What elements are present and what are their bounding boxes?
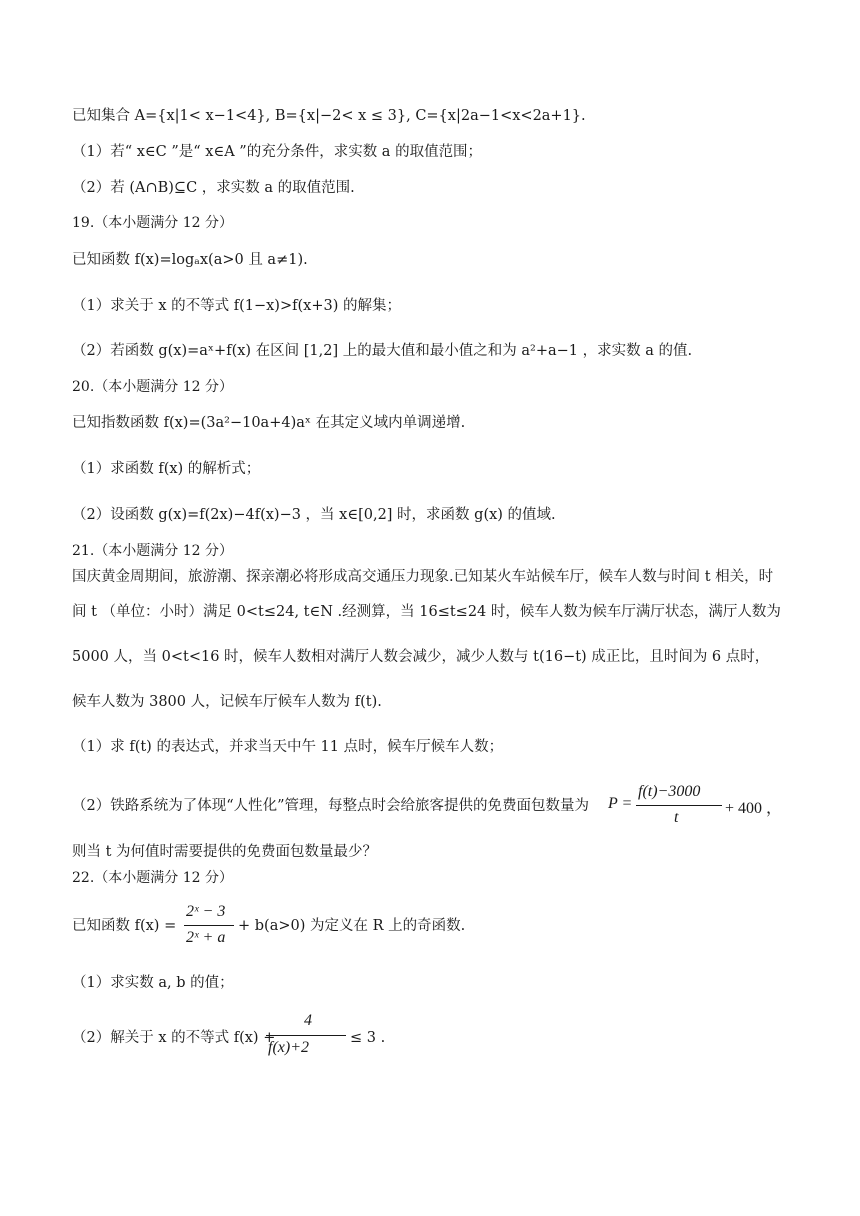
q21-line-3: 5000 人，当 0<t<16 时，候车人数相对满厅人数会减少，减少人数与 t(16−t) 成正比，且时间为 6 点时， [72, 649, 770, 665]
q19-part-1: （1）求关于 x 的不等式 f(1−x)>f(x+3) 的解集； [72, 298, 401, 314]
q21-part-2: （2）铁路系统为了体现“人性化”管理，每整点时会给旅客提供的免费面包数量为 [72, 798, 590, 814]
q21-header: 21.（本小题满分 12 分） [72, 543, 233, 559]
q18-stem: 已知集合 A={x|1< x−1<4}, B={x|−2< x ≤ 3}, C={x|2a−1<x<2a+1}. [72, 108, 586, 124]
q19-header: 19.（本小题满分 12 分） [72, 215, 233, 231]
q22-ineq-numerator: 4 [304, 1012, 312, 1029]
q20-header: 20.（本小题满分 12 分） [72, 379, 233, 395]
q19-stem: 已知函数 f(x)=logₐx(a>0 且 a≠1). [72, 252, 308, 268]
q20-part-1: （1）求函数 f(x) 的解析式； [72, 461, 261, 477]
q22-part-1: （1）求实数 a, b 的值； [72, 975, 234, 991]
formula-numerator: f(t)−3000 [638, 783, 701, 800]
fraction-bar [184, 925, 234, 926]
bread-formula [608, 783, 783, 829]
fraction-bar [636, 805, 722, 806]
q22-ineq-denominator: f(x)+2 [268, 1039, 309, 1056]
q21-line-1: 国庆黄金周期间，旅游潮、探亲潮必将形成高交通压力现象.已知某火车站候车厅，候车人数与时间 t 相关，时 [72, 569, 774, 585]
formula-label: P = [608, 795, 633, 812]
q21-part-2-cont: 则当 t 为何值时需要提供的免费面包数量最少？ [72, 844, 378, 860]
q19-part-2: （2）若函数 g(x)=aˣ+f(x) 在区间 [1,2] 上的最大值和最小值之和为 a²+a−1 ，求实数 a 的值. [72, 343, 693, 359]
q22-fraction [182, 903, 242, 949]
q22-stem-post: + b(a>0) 为定义在 R 上的奇函数. [238, 918, 466, 934]
q22-fraction-numerator: 2ˣ − 3 [186, 903, 226, 920]
q18-part-2: （2）若 (A∩B)⊆C ，求实数 a 的取值范围. [72, 180, 355, 196]
q22-part-2-post: ≤ 3 . [350, 1030, 386, 1046]
q18-part-1: （1）若“ x∈C ”是“ x∈A ”的充分条件，求实数 a 的取值范围； [72, 144, 483, 160]
formula-denominator: t [674, 809, 679, 826]
q22-part-2-pre: （2）解关于 x 的不等式 f(x) + [72, 1030, 276, 1046]
q22-inequality-fraction [266, 1012, 350, 1062]
q21-line-2: 间 t （单位：小时）满足 0<t≤24, t∈N .经测算，当 16≤t≤24 时，候车人数为候车厅满厅状态，满厅人数为 [72, 604, 781, 620]
fraction-bar [266, 1035, 346, 1036]
formula-tail: + 400 ， [725, 800, 783, 817]
q22-stem-pre: 已知函数 f(x) = [72, 918, 177, 934]
q21-part-1: （1）求 f(t) 的表达式，并求当天中午 11 点时，候车厅候车人数； [72, 739, 504, 755]
q22-header: 22.（本小题满分 12 分） [72, 870, 233, 886]
q20-stem: 已知指数函数 f(x)=(3a²−10a+4)aˣ 在其定义域内单调递增. [72, 415, 466, 431]
q22-fraction-denominator: 2ˣ + a [186, 929, 226, 946]
q21-line-4: 候车人数为 3800 人，记候车厅候车人数为 f(t). [72, 694, 382, 710]
q20-part-2: （2）设函数 g(x)=f(2x)−4f(x)−3 ，当 x∈[0,2] 时，求函数 g(x) 的值域. [72, 507, 556, 523]
